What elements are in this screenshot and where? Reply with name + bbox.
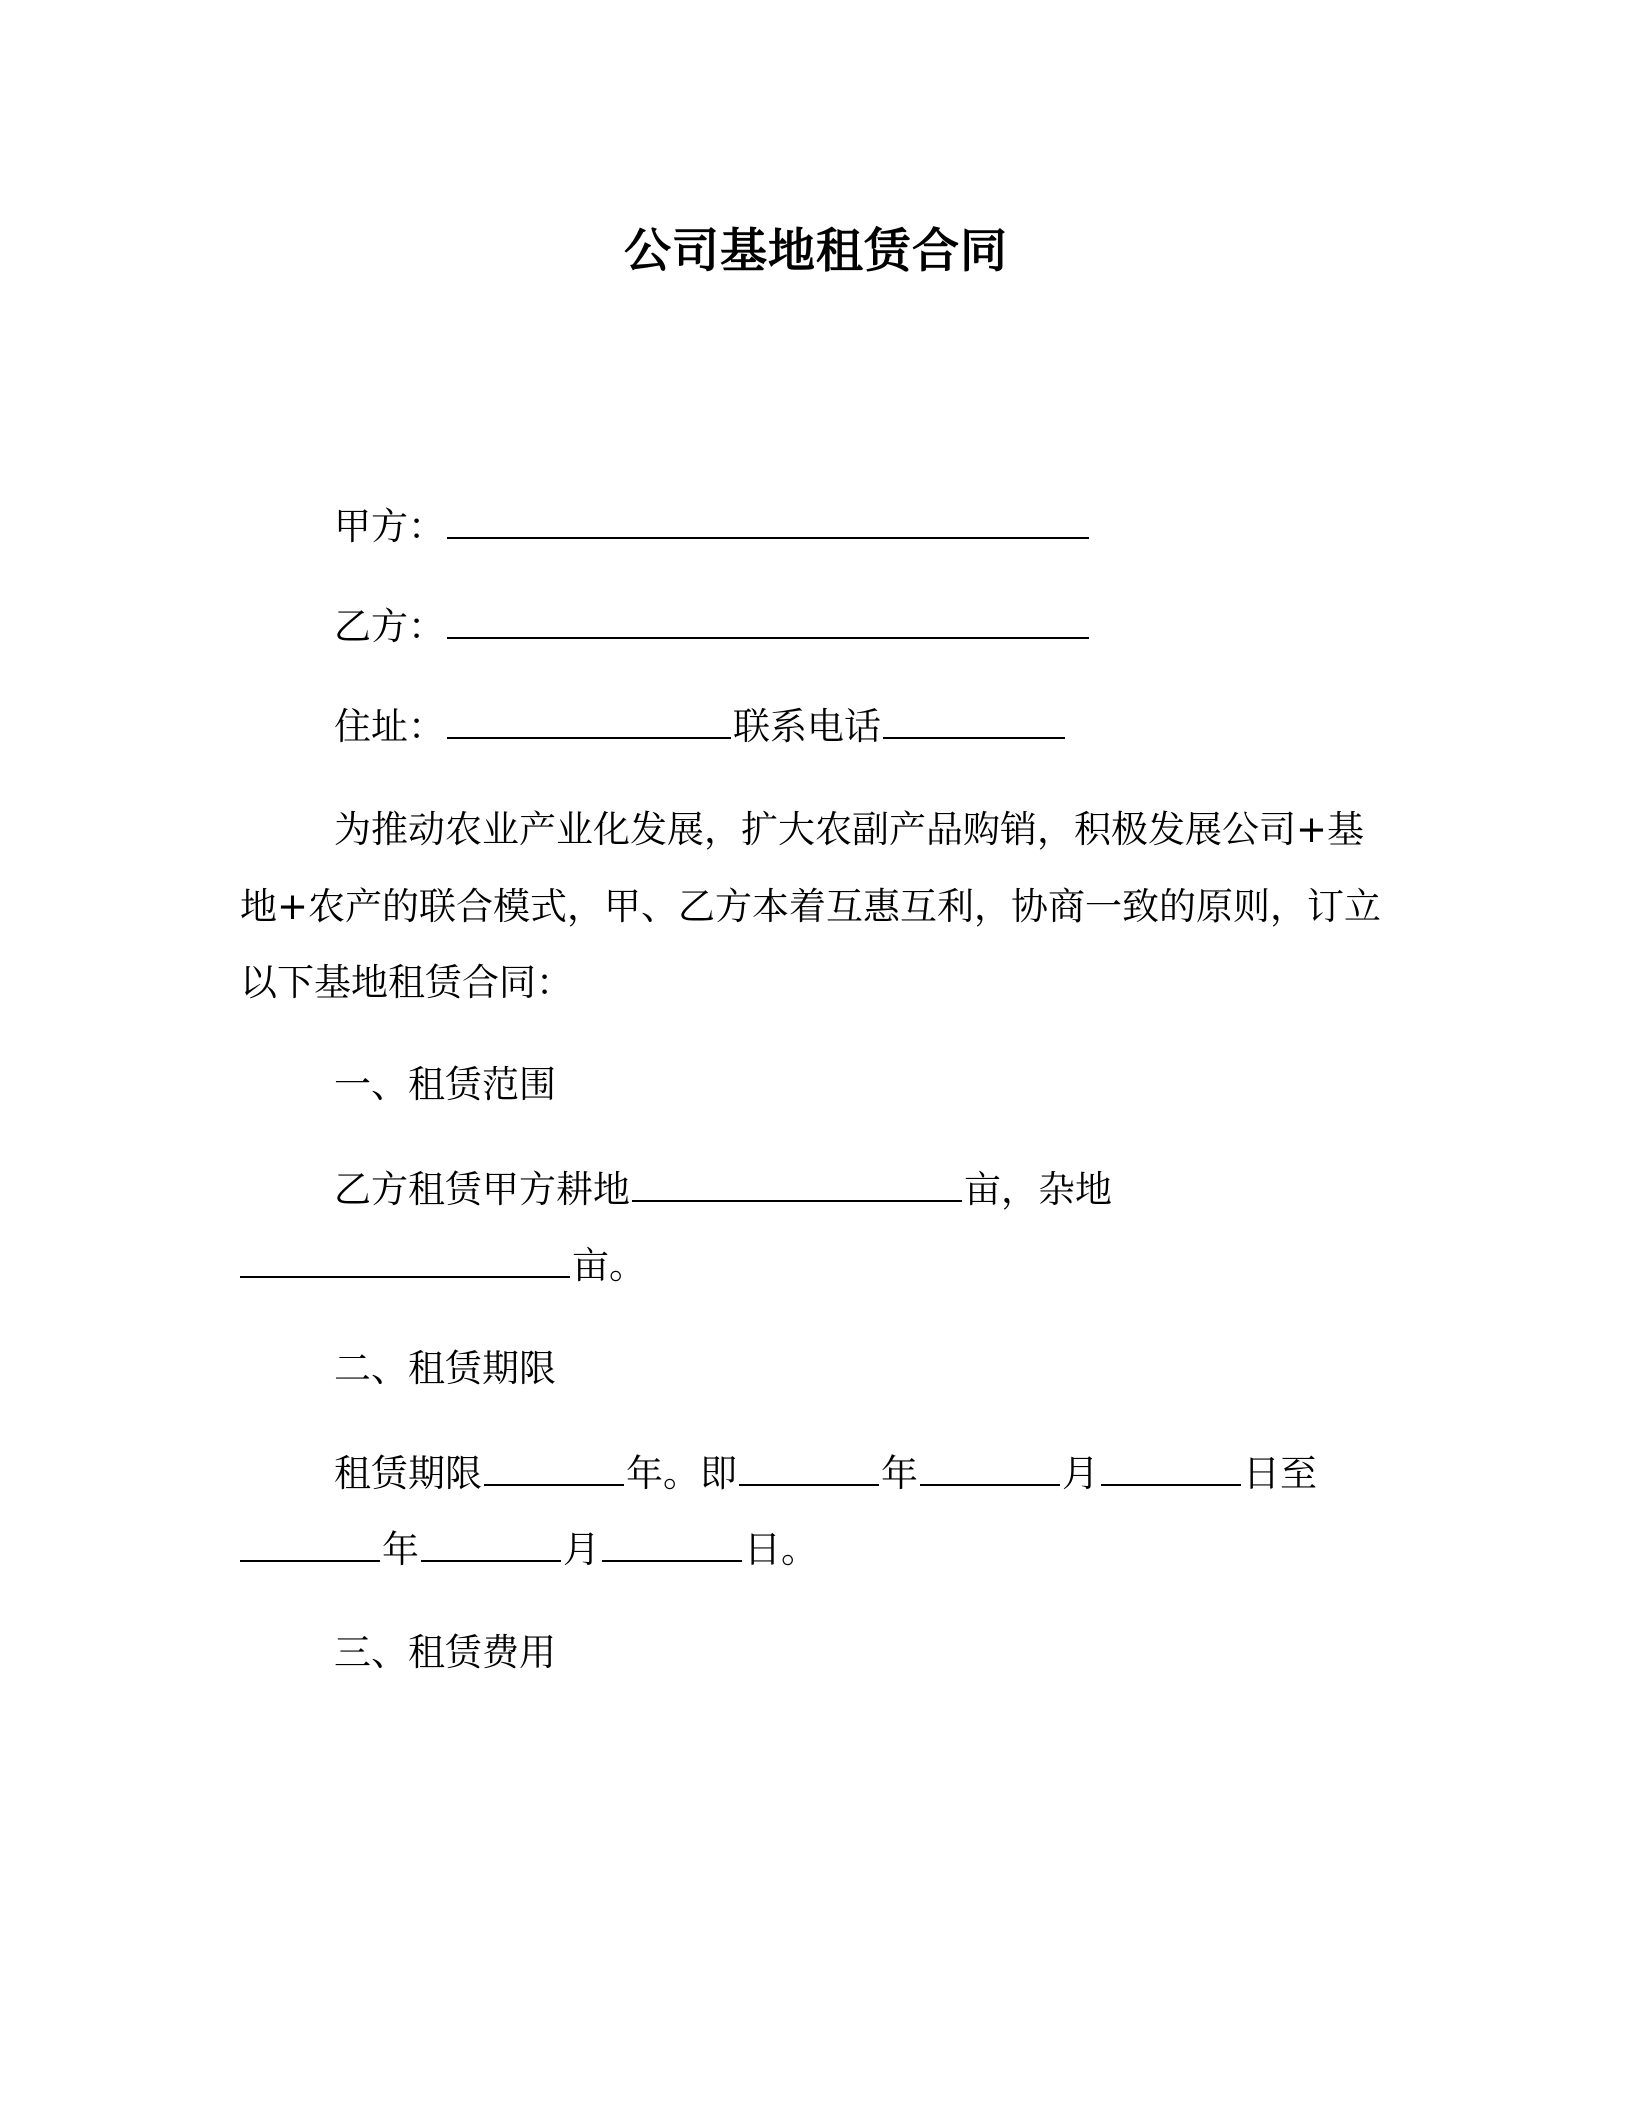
other-land-area-blank [240, 1268, 570, 1278]
phone-label: 联系电话 [733, 705, 881, 748]
address-blank [447, 729, 731, 739]
intro-line-2: 地+农产的联合模式，甲、乙方本着互惠互利，协商一致的原则，订立 [240, 885, 1382, 928]
section-3-heading: 三、租赁费用 [334, 1631, 556, 1674]
end-month-blank [421, 1552, 561, 1562]
party-a-line [334, 502, 1091, 552]
intro-line-1: 为推动农业产业化发展，扩大农副产品购销，积极发展公司+基 [334, 808, 1365, 851]
party-a-label: 甲方： [334, 505, 445, 548]
section-1-text-line-2 [240, 1241, 646, 1291]
end-day-unit: 日。 [744, 1528, 818, 1571]
end-year-unit: 年 [382, 1528, 419, 1571]
intro-line-3: 以下基地租赁合同： [240, 961, 573, 1004]
section-1-text-b: 亩，杂地 [964, 1168, 1112, 1211]
start-year-unit: 年 [881, 1452, 918, 1495]
start-month-blank [920, 1476, 1060, 1486]
party-a-blank [447, 529, 1089, 539]
party-b-label: 乙方： [334, 605, 445, 648]
section-2-heading: 二、租赁期限 [334, 1347, 556, 1390]
party-b-blank [447, 629, 1089, 639]
farmland-area-blank [632, 1192, 962, 1202]
term-label: 租赁期限 [334, 1452, 482, 1495]
address-line [334, 702, 1067, 752]
section-2-text-line-2 [240, 1525, 818, 1575]
end-month-unit: 月 [563, 1528, 600, 1571]
term-year-ji: 年。即 [626, 1452, 737, 1495]
document-title: 公司基地租赁合同 [624, 224, 1008, 279]
start-month-unit: 月 [1062, 1452, 1099, 1495]
end-year-blank [240, 1552, 380, 1562]
section-1-text-a: 乙方租赁甲方耕地 [334, 1168, 630, 1211]
start-year-blank [739, 1476, 879, 1486]
term-years-blank [484, 1476, 624, 1486]
address-label: 住址： [334, 705, 445, 748]
party-b-line [334, 602, 1091, 652]
section-1-text-c: 亩。 [572, 1244, 646, 1287]
section-2-text-line-1 [334, 1449, 1317, 1499]
end-day-blank [602, 1552, 742, 1562]
section-1-text-line-1 [334, 1165, 1112, 1215]
start-day-blank [1101, 1476, 1241, 1486]
phone-blank [883, 729, 1065, 739]
start-day-to: 日至 [1243, 1452, 1317, 1495]
section-1-heading: 一、租赁范围 [334, 1063, 556, 1106]
